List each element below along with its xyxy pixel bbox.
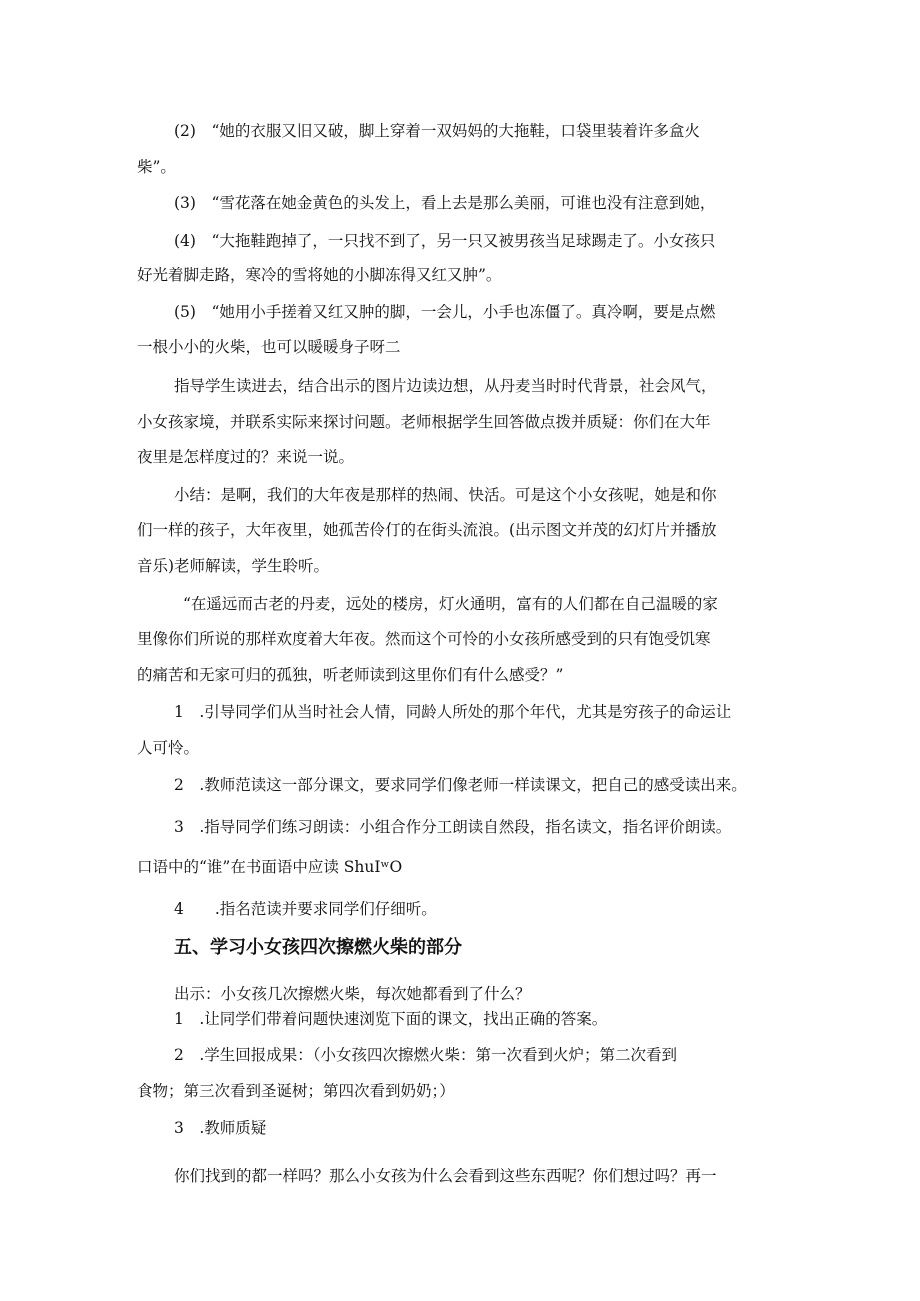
text-line: 食物；第三次看到圣诞树；第四次看到奶奶；） — [137, 1082, 455, 1100]
text-line: 指导学生读进去，结合出示的图片边读边想，从丹麦当时时代背景，社会风气， — [174, 377, 717, 395]
text-line: 里像你们所说的那样欢度着大年夜。然而这个可怜的小女孩所感受到的只有饱受饥寒 — [137, 630, 711, 648]
text-line: 1 .让同学们带着问题快速浏览下面的课文，找出正确的答案。 — [174, 1010, 608, 1028]
text-line: (4) “大拖鞋跑掉了，一只找不到了，另一只又被男孩当足球踢走了。小女孩只 — [174, 232, 716, 250]
text-line: 1 .引导同学们从当时社会人情，同龄人所处的那个年代，尤其是穷孩子的命运让 — [174, 703, 732, 721]
text-line: 的痛苦和无家可归的孤独，听老师读到这里你们有什么感受？” — [137, 666, 564, 684]
text-line: 3 .教师质疑 — [174, 1119, 267, 1137]
text-line: 一根小小的火柴，也可以暖暖身子呀二 — [137, 338, 401, 356]
text-line: 人可怜。 — [137, 739, 200, 757]
text-line: 你们找到的都一样吗？那么小女孩为什么会看到这些东西呢？你们想过吗？再一 — [174, 1167, 717, 1185]
text-line: 好光着脚走路，寒冷的雪将她的小脚冻得又红又肿”。 — [137, 266, 502, 284]
text-line: 2 .教师范读这一部分课文，要求同学们像老师一样读课文，把自己的感受读出来。 — [174, 776, 747, 794]
text-line: 4 .指名范读并要求同学们仔细听。 — [174, 900, 437, 918]
text-line: 柴”。 — [137, 158, 176, 176]
text-line: (2) “她的衣服又旧又破，脚上穿着一双妈妈的大拖鞋，口袋里装着许多盒火 — [174, 122, 700, 140]
text-line: 小结：是啊，我们的大年夜是那样的热闹、快活。可是这个小女孩呢，她是和你 — [174, 486, 717, 504]
text-line: (3) “雪花落在她金黄色的头发上，看上去是那么美丽，可谁也没有注意到她， — [174, 194, 716, 212]
text-line: “在遥远而古老的丹麦，远处的楼房，灯火通明，富有的人们都在自己温暖的家 — [183, 595, 718, 613]
text-line: (5) “她用小手搓着又红又肿的脚，一会儿，小手也冻僵了。真冷啊，要是点燃 — [174, 303, 716, 321]
text-line: 音乐)老师解读，学生聆听。 — [137, 557, 330, 575]
section-heading: 五、学习小女孩四次擦燃火柴的部分 — [174, 937, 462, 958]
text-line: 小女孩家境，并联系实际来探讨问题。老师根据学生回答做点拨并质疑：你们在大年 — [137, 413, 711, 431]
text-line: 出示：小女孩几次擦燃火柴，每次她都看到了什么？ — [174, 985, 531, 1003]
text-line: 2 .学生回报成果：（小女孩四次擦燃火柴：第一次看到火炉；第二次看到 — [174, 1046, 678, 1064]
text-line: 3 .指导同学们练习朗读：小组合作分工朗读自然段，指名读文，指名评价朗读。 — [174, 818, 732, 836]
text-line: 们一样的孩子，大年夜里，她孤苦伶仃的在街头流浪。(出示图文并茂的幻灯片并播放 — [137, 521, 717, 539]
text-line: 夜里是怎样度过的？来说一说。 — [137, 448, 355, 466]
text-line: 口语中的“谁”在书面语中应读 ShuIʷO — [137, 858, 403, 876]
